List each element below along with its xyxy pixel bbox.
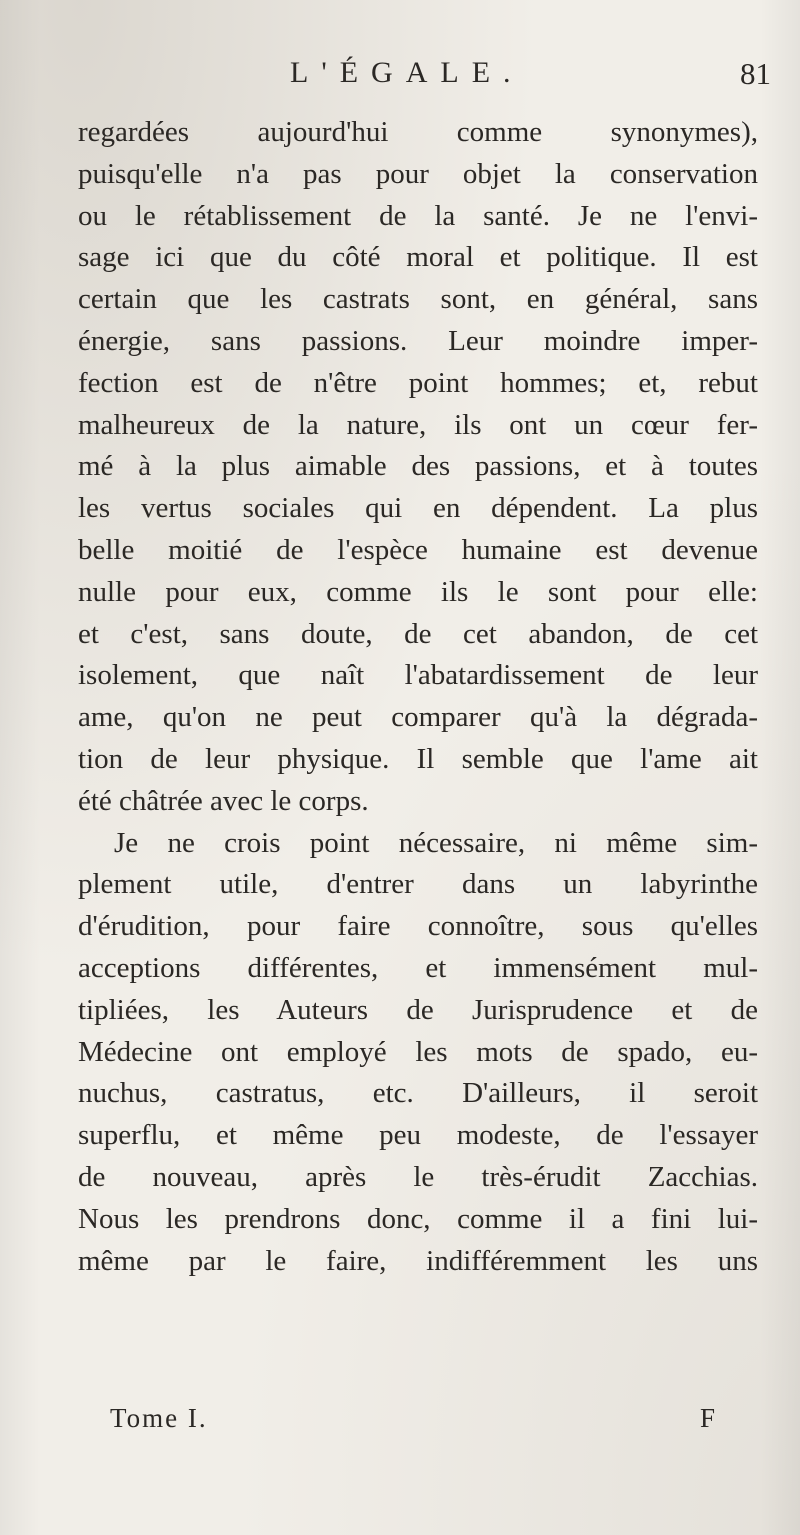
text-line: Je ne crois point nécessaire, ni même sim- xyxy=(114,826,758,859)
text-line: été châtrée avec le corps. xyxy=(78,784,369,817)
text-line: mé à la plus aimable des passions, et à toutes xyxy=(78,450,758,483)
text-line: fection est de n'être point hommes; et, rebut xyxy=(78,366,758,399)
text-line: plement utile, d'entrer dans un labyrinthe xyxy=(78,868,758,901)
signature-mark: F xyxy=(700,1403,716,1433)
running-head: L'ÉGALE. xyxy=(290,56,524,89)
text-line: sage ici que du côté moral et politique. Il est xyxy=(78,241,758,274)
page-number: 81 xyxy=(740,56,771,91)
text-line: et c'est, sans doute, de cet abandon, de cet xyxy=(78,617,758,650)
volume-label: Tome I. xyxy=(110,1403,208,1433)
text-line: les vertus sociales qui en dépendent. La plus xyxy=(78,492,758,525)
text-line: nuchus, castratus, etc. D'ailleurs, il seroit xyxy=(78,1077,758,1110)
text-line: superflu, et même peu modeste, de l'essayer xyxy=(78,1119,758,1152)
text-line: acceptions différentes, et immensément mul- xyxy=(78,951,758,984)
text-line: belle moitié de l'espèce humaine est devenue xyxy=(78,533,758,566)
text-line: Nous les prendrons donc, comme il a fini lui- xyxy=(78,1202,758,1235)
text-line: puisqu'elle n'a pas pour objet la conservation xyxy=(78,157,758,190)
text-line: ou le rétablissement de la santé. Je ne l'envi- xyxy=(78,199,758,232)
text-line: regardées aujourd'hui comme synonymes), xyxy=(78,116,758,148)
text-line: isolement, que naît l'abatardissement de leur xyxy=(78,659,758,692)
text-line: énergie, sans passions. Leur moindre imper- xyxy=(78,324,758,357)
text-line: nulle pour eux, comme ils le sont pour elle: xyxy=(78,575,758,608)
text-line: tion de leur physique. Il semble que l'ame ait xyxy=(78,742,758,775)
text-line: de nouveau, après le très-érudit Zacchias. xyxy=(78,1160,758,1193)
text-line: d'érudition, pour faire connoître, sous qu'elles xyxy=(78,910,758,943)
body-text xyxy=(78,112,758,1282)
text-line: Médecine ont employé les mots de spado, eu- xyxy=(78,1035,758,1068)
text-line: tipliées, les Auteurs de Jurisprudence et de xyxy=(78,993,758,1026)
text-line: ame, qu'on ne peut comparer qu'à la dégrada- xyxy=(78,701,758,734)
text-line: certain que les castrats sont, en général, sans xyxy=(78,283,758,316)
text-line: malheureux de la nature, ils ont un cœur fer- xyxy=(78,408,758,441)
text-line: même par le faire, indifféremment les uns xyxy=(78,1244,758,1277)
